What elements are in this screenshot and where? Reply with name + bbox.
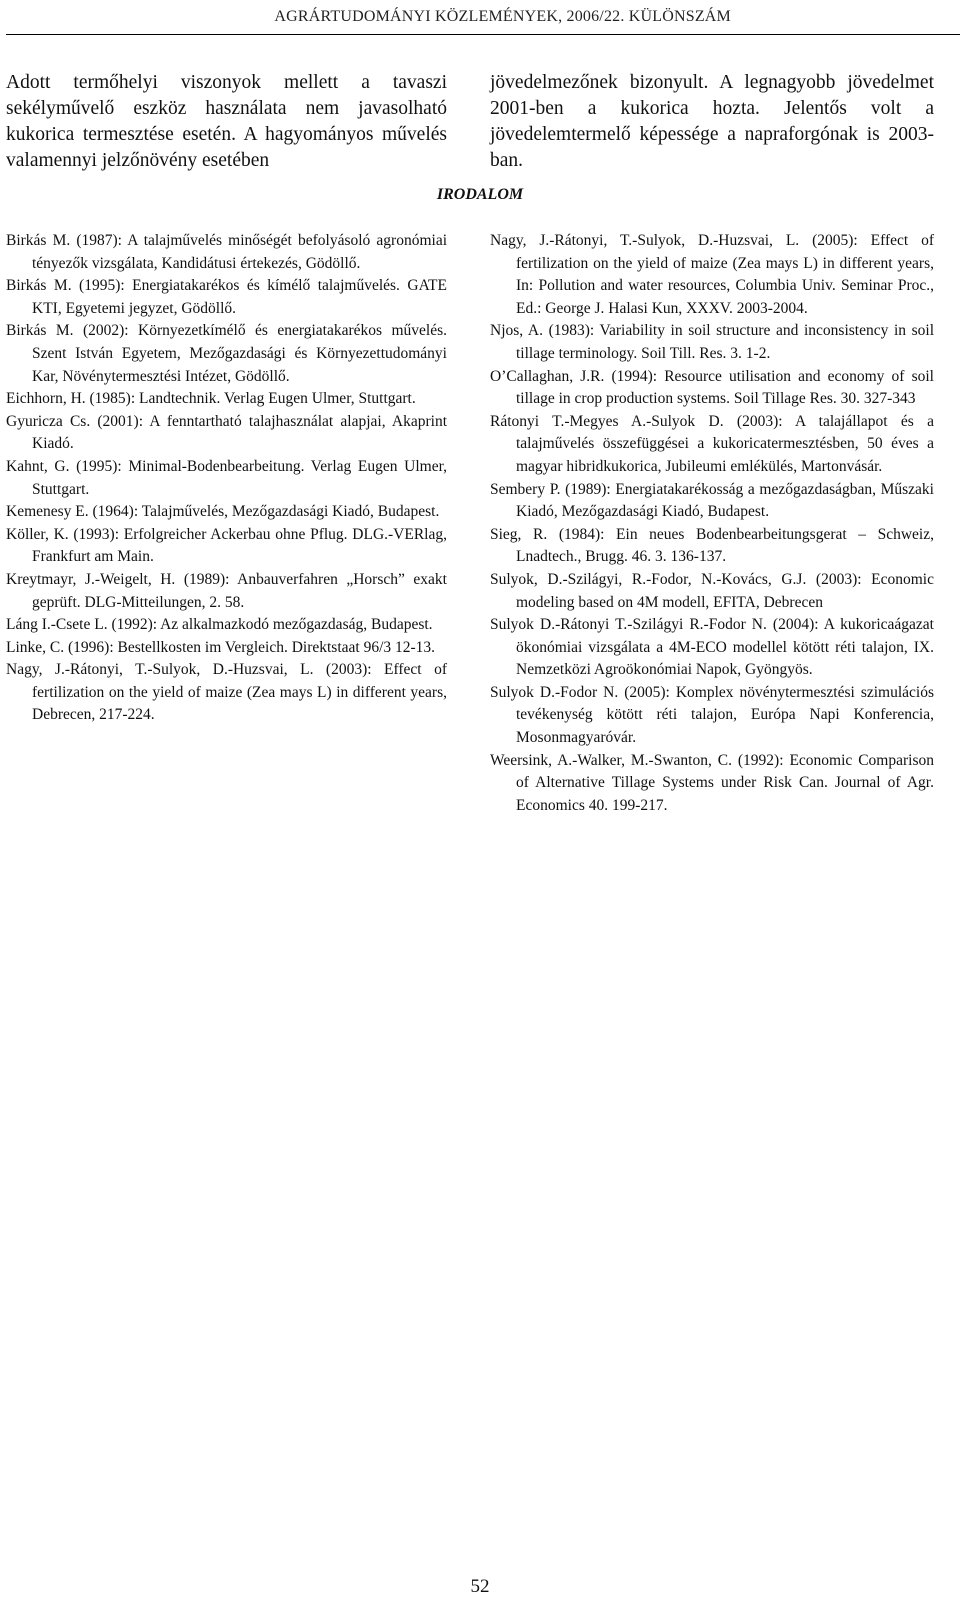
reference-item: Nagy, J.-Rátonyi, T.-Sulyok, D.-Huzsvai, L. (2005): Effect of fertilization on the yield of maize (Zea mays L) in different years, In: Pollution and water resources, Columbia Univ. Seminar Proc., Ed.: George J. Halasi Kun, XXXV. 2003-2004.	[490, 232, 934, 317]
reference-item: Rátonyi T.-Megyes A.-Sulyok D. (2003): A talajállapot és a talajművelés összefüggései a kukoricatermesztésben, 50 éves a magyar hibridkukorica, Jubileumi emlékülés, Martonvásár.	[490, 412, 934, 475]
reference-item: Nagy, J.-Rátonyi, T.-Sulyok, D.-Huzsvai, L. (2003): Effect of fertilization on the yield of maize (Zea mays L) in different years, Debrecen, 217-224.	[6, 661, 447, 724]
running-header	[0, 0, 960, 34]
page-number: 52	[470, 1576, 490, 1597]
reference-item: Birkás M. (2002): Környezetkímélő és energiatakarékos művelés. Szent István Egyetem, Mezőgazdasági és Környezettudományi Kar, Növénytermesztési Intézet, Gödöllő.	[6, 322, 447, 385]
journal-title: AGRÁRTUDOMÁNYI KÖZLEMÉNYEK, 2006/22. KÜLÖNSZÁM	[274, 8, 731, 25]
reference-item: Köller, K. (1993): Erfolgreicher Ackerbau ohne Pflug. DLG.-VERlag, Frankfurt am Main.	[6, 525, 447, 566]
reference-item: Sulyok D.-Rátonyi T.-Szilágyi R.-Fodor N. (2004): A kukoricaágazat ökonómiai vizsgálata a 4M-ECO modellel kötött réti talajon, IX. Nemzetközi Agroökonómiai Napok, Gyöngyös.	[490, 616, 934, 679]
reference-item: Sulyok, D.-Szilágyi, R.-Fodor, N.-Kovács, G.J. (2003): Economic modeling based on 4M modell, EFITA, Debrecen	[490, 570, 934, 611]
references-column-left	[6, 230, 447, 727]
reference-item: O’Callaghan, J.R. (1994): Resource utilisation and economy of soil tillage in crop production systems. Soil Tillage Res. 30. 327-343	[490, 367, 934, 408]
references-heading: IRODALOM	[436, 186, 524, 203]
intro-paragraph-left: Adott termőhelyi viszonyok mellett a tavaszi sekélyművelő eszköz használata nem javasolható kukorica termesztése esetén. A hagyományos művelés valamennyi jelzőnövény esetében	[6, 72, 447, 171]
reference-item: Sembery P. (1989): Energiatakarékosság a mezőgazdaságban, Műszaki Kiadó, Mezőgazdasági Kiadó, Budapest.	[490, 480, 934, 521]
intro-paragraph-right: jövedelmezőnek bizonyult. A legnagyobb jövedelmet 2001-ben a kukorica hozta. Jelentős volt a jövedelemtermelő képessége a napraforgónak is 2003-ban.	[490, 72, 934, 171]
reference-item: Weersink, A.-Walker, M.-Swanton, C. (1992): Economic Comparison of Alternative Tillage Systems under Risk Can. Journal of Agr. Economics 40. 199-217.	[490, 751, 934, 814]
references-column-right	[490, 230, 934, 817]
reference-item: Sieg, R. (1984): Ein neues Bodenbearbeitungsgerat – Schweiz, Lnadtech., Brugg. 46. 3. 136-137.	[490, 525, 934, 566]
reference-item: Linke, C. (1996): Bestellkosten im Vergleich. Direktstaat 96/3 12-13.	[6, 638, 436, 656]
reference-item: Birkás M. (1995): Energiatakarékos és kímélő talajművelés. GATE KTI, Egyetemi jegyzet, Gödöllő.	[6, 277, 447, 317]
reference-item: Kreytmayr, J.-Weigelt, H. (1989): Anbauverfahren „Horsch” exakt geprüft. DLG-Mitteilungen, 2. 58.	[6, 570, 447, 611]
reference-item: Eichhorn, H. (1985): Landtechnik. Verlag Eugen Ulmer, Stuttgart.	[6, 390, 416, 408]
reference-item: Sulyok D.-Fodor N. (2005): Komplex növénytermesztési szimulációs tevékenység kötött réti talajon, Európa Napi Konferencia, Mosonmagyaróvár.	[490, 683, 934, 747]
reference-item: Birkás M. (1987): A talajművelés minőségét befolyásoló agronómiai tényezők vizsgálata, Kandidátusi értekezés, Gödöllő.	[6, 232, 447, 272]
header-rule	[6, 34, 960, 35]
reference-item: Kemenesy E. (1964): Talajművelés, Mezőgazdasági Kiadó, Budapest.	[6, 503, 440, 521]
reference-item: Láng I.-Csete L. (1992): Az alkalmazkodó mezőgazdaság, Budapest.	[6, 616, 433, 634]
reference-item: Njos, A. (1983): Variability in soil structure and inconsistency in soil tillage terminology. Soil Till. Res. 3. 1-2.	[490, 322, 934, 362]
reference-item: Kahnt, G. (1995): Minimal-Bodenbearbeitung. Verlag Eugen Ulmer, Stuttgart.	[6, 457, 447, 498]
reference-item: Gyuricza Cs. (2001): A fenntartható talajhasználat alapjai, Akaprint Kiadó.	[6, 412, 447, 453]
